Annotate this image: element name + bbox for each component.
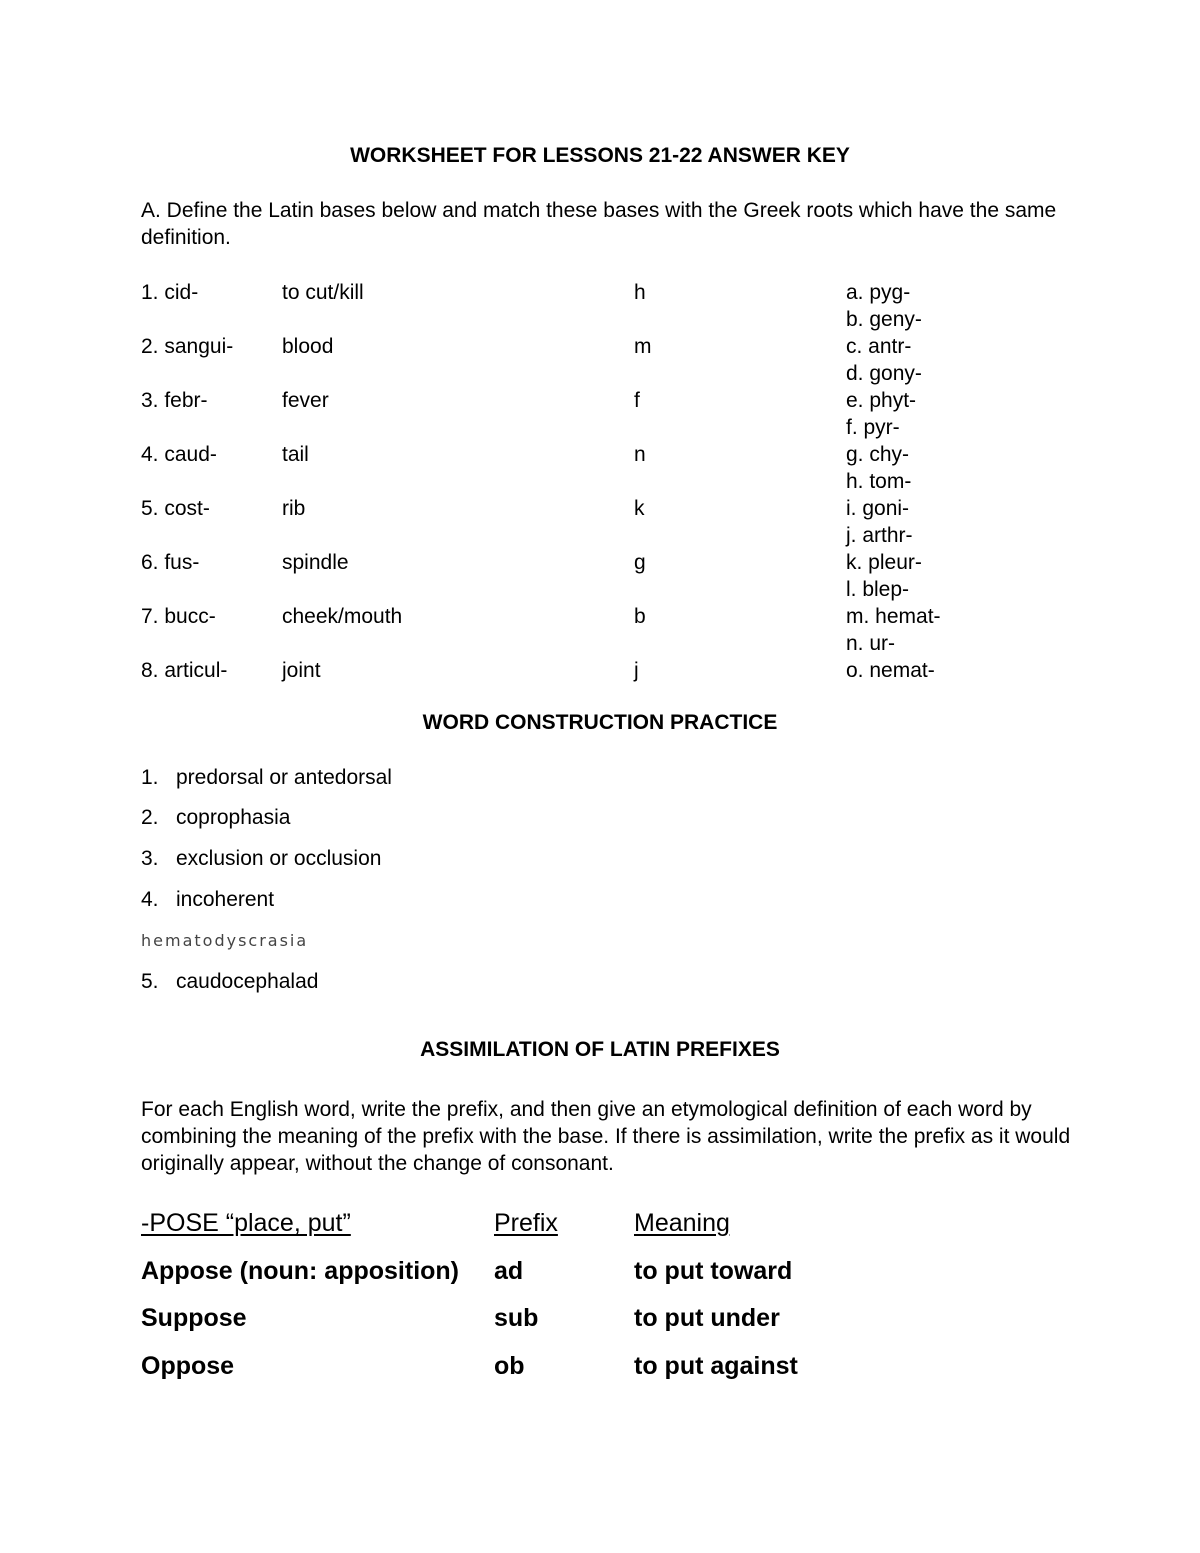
greek-root: g. chy- [846,443,910,466]
base-definition: spindle [282,551,349,574]
column-header-prefix: Prefix [494,1209,558,1237]
prefix-cell: ob [494,1352,525,1380]
greek-root: b. geny- [846,308,922,331]
greek-root: a. pyg- [846,281,911,304]
match-answer: j [634,659,639,682]
base-definition: cheek/mouth [282,605,403,628]
match-answer: k [634,497,645,520]
greek-root: h. tom- [846,470,912,493]
list-number: 5. [141,970,159,993]
base-definition: fever [282,389,329,412]
list-number: 1. [141,766,159,789]
base-definition: joint [282,659,321,682]
latin-base: 7. bucc- [141,605,216,628]
latin-base: 8. articul- [141,659,228,682]
word-construction-heading: WORD CONSTRUCTION PRACTICE [422,711,778,734]
greek-root: i. goni- [846,497,910,520]
base-definition: to cut/kill [282,281,364,304]
column-header-word: -POSE “place, put” [141,1209,351,1237]
greek-root: d. gony- [846,362,922,385]
assimilation-heading: ASSIMILATION OF LATIN PREFIXES [420,1038,780,1061]
list-item [141,766,392,790]
base-definition: tail [282,443,309,466]
list-text: exclusion or occlusion [176,847,382,870]
assimilation-instruction: For each English word, write the prefix, and then give an etymological definition of each word by combining the meaning of the prefix with the base. If there is assimilation, write the prefix as it would originally appear, without the change of consonant. [141,1098,1071,1175]
greek-root: j. arthr- [846,524,913,547]
greek-root: c. antr- [846,335,912,358]
prefix-cell: ad [494,1257,524,1285]
english-word: Oppose [141,1352,235,1380]
list-number: 3. [141,847,159,870]
latin-base: 5. cost- [141,497,210,520]
latin-base: 6. fus- [141,551,200,574]
list-text: coprophasia [176,806,291,829]
match-answer: b [634,605,646,628]
match-answer: n [634,443,646,466]
latin-base: 2. sangui- [141,335,234,358]
list-text: incoherent [176,888,275,911]
latin-base: 1. cid- [141,281,199,304]
list-item [141,847,381,871]
list-item [141,806,290,830]
section-a-instruction: A. Define the Latin bases below and match these bases with the Greek roots which have the same definition. [141,199,1057,249]
match-answer: h [634,281,646,304]
meaning-cell: to put against [634,1352,798,1380]
page-title: WORKSHEET FOR LESSONS 21-22 ANSWER KEY [350,144,850,167]
match-answer: f [634,389,640,412]
match-answer: m [634,335,652,358]
list-item [141,888,274,912]
latin-base: 4. caud- [141,443,217,466]
greek-root: o. nemat- [846,659,935,682]
base-definition: blood [282,335,334,358]
list-text: predorsal or antedorsal [176,766,392,789]
greek-root: e. phyt- [846,389,917,412]
column-header-meaning: Meaning [634,1209,730,1237]
english-word: Suppose [141,1304,247,1332]
list-text: caudocephalad [176,970,319,993]
greek-root: m. hemat- [846,605,941,628]
list-number: 2. [141,806,159,829]
list-number: 4. [141,888,159,911]
base-definition: rib [282,497,306,520]
greek-root: l. blep- [846,578,910,601]
latin-base: 3. febr- [141,389,208,412]
greek-root: n. ur- [846,632,896,655]
match-answer: g [634,551,646,574]
greek-root: f. pyr- [846,416,900,439]
meaning-cell: to put toward [634,1257,793,1285]
list-item [141,970,318,994]
english-word: Appose (noun: apposition) [141,1257,460,1285]
meaning-cell: to put under [634,1304,780,1332]
stray-text: hematodyscrasia [141,931,309,950]
greek-root: k. pleur- [846,551,922,574]
prefix-cell: sub [494,1304,539,1332]
